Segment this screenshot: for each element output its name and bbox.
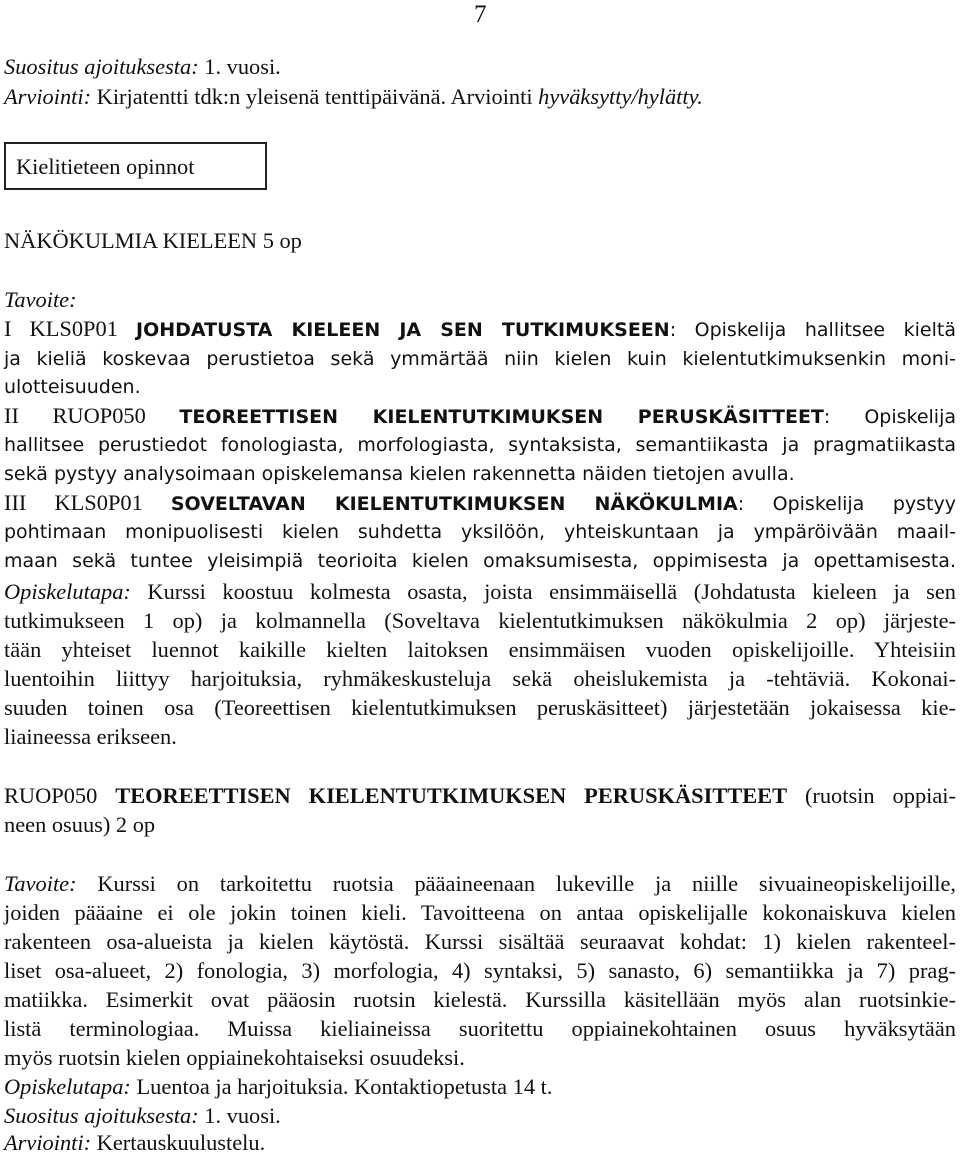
goal-ii-prefix: II RUOP050 bbox=[4, 403, 180, 428]
goal-i-title: JOHDATUSTA KIELEEN JA SEN TUTKIMUKSEEN bbox=[136, 319, 670, 341]
arviointi-label: Arviointi: bbox=[4, 84, 92, 109]
goal-i-line1-tail: : Opiskelija hallitsee kieltä bbox=[669, 319, 956, 341]
section-box bbox=[4, 142, 267, 190]
opiskelutapa1-line4: luentoihin liittyy harjoituksia, ryhmäkeskusteluja sekä oheislukemista ja -tehtäviä. Kokonai- bbox=[4, 666, 956, 691]
opiskelutapa1-line1-tail: Kurssi koostuu kolmesta osasta, joista ensimmäisellä (Johdatusta kieleen ja sen bbox=[130, 579, 956, 604]
tavoite2-line-7: myös ruotsin kielen oppiainekohtaiseksi osuudeksi. bbox=[4, 1045, 465, 1070]
opiskelutapa1-line-1 bbox=[4, 577, 956, 607]
opiskelutapa2-value: Luentoa ja harjoituksia. Kontaktiopetusta 14 t. bbox=[130, 1074, 553, 1099]
suositus2-value: 1. vuosi. bbox=[198, 1103, 281, 1128]
tavoite2-line2: joiden pääaine ei ole jokin toinen kieli. Tavoitteena on antaa opiskelijalle kokonaiskuva kielen bbox=[4, 900, 956, 925]
tavoite2-line5: matiikka. Esimerkit ovat pääosin ruotsin kielestä. Kurssilla käsitellään myös alan ruotsinkie- bbox=[4, 987, 956, 1012]
opiskelutapa1-line3: tään yhteiset luennot kaikille kielten laitoksen ensimmäisen vuoden opiskelijoille. Yhteisiin bbox=[4, 637, 956, 662]
course2-line-2: neen osuus) 2 op bbox=[4, 812, 156, 837]
goal-ii-line-1 bbox=[4, 401, 956, 432]
opiskelutapa1-line2: tutkimukseen 1 op) ja kolmannella (Soveltava kielentutkimuksen näkökulmia 2 op) järjeste- bbox=[4, 608, 956, 633]
tavoite2-line-4 bbox=[4, 956, 956, 986]
course-heading: NÄKÖKULMIA KIELEEN 5 op bbox=[4, 228, 302, 253]
tavoite-label: Tavoite: bbox=[4, 287, 77, 312]
goal-iii-prefix: III KLS0P01 bbox=[4, 490, 171, 515]
tavoite2-line4: liset osa-alueet, 2) fonologia, 3) morfologia, 4) syntaksi, 5) sanasto, 6) semantiikka ja 7) prag- bbox=[4, 958, 956, 983]
goal-i-line2: ja kieliä koskevaa perustietoa sekä ymmärtää niin kielen kuin kielentutkimuksenkin moni- bbox=[4, 348, 956, 370]
opiskelutapa1-line-4 bbox=[4, 664, 956, 694]
suositus-value: 1. vuosi. bbox=[198, 54, 281, 79]
opiskelutapa1-line-2 bbox=[4, 606, 956, 636]
goal-iii-title: SOVELTAVAN KIELENTUTKIMUKSEN NÄKÖKULMIA bbox=[170, 493, 738, 515]
opiskelutapa2-label: Opiskelutapa: bbox=[4, 1074, 131, 1099]
course2-line1-tail: (ruotsin oppiai- bbox=[787, 783, 956, 808]
suositus-line-top bbox=[4, 52, 281, 82]
tavoite2-line-2 bbox=[4, 898, 956, 928]
goal-iii-line-1 bbox=[4, 488, 956, 519]
goal-ii-line1-tail: : Opiskelija bbox=[823, 406, 957, 428]
goal-iii-line1-tail: : Opiskelija pystyy bbox=[737, 493, 956, 515]
course2-title: TEOREETTISEN KIELENTUTKIMUKSEN PERUSKÄSITTEET bbox=[115, 783, 787, 808]
tavoite2-line1-tail: Kurssi on tarkoitettu ruotsia pääaineenaan lukeville ja niille sivuaineopiskelijoille, bbox=[76, 871, 956, 896]
opiskelutapa1-line-3 bbox=[4, 635, 956, 665]
course2-code: RUOP050 bbox=[4, 783, 116, 808]
tavoite2-line-6 bbox=[4, 1014, 956, 1044]
goal-ii-title: TEOREETTISEN KIELENTUTKIMUKSEN PERUSKÄSITTEET bbox=[179, 406, 824, 428]
arviointi-line-top bbox=[4, 82, 703, 112]
goal-i-line-3: ulotteisuuden. bbox=[4, 376, 141, 398]
arviointi-value: Kirjatentti tdk:n yleisenä tenttipäivänä. Arviointi bbox=[91, 84, 539, 109]
suositus2-label: Suositus ajoituksesta: bbox=[4, 1103, 199, 1128]
opiskelutapa1-label: Opiskelutapa: bbox=[4, 579, 131, 604]
suositus-line-bottom bbox=[4, 1101, 281, 1131]
tavoite2-line-5 bbox=[4, 985, 956, 1015]
goal-i-line-1 bbox=[4, 314, 956, 345]
goal-iii-line-2 bbox=[4, 517, 956, 547]
page-number: 7 bbox=[474, 1, 487, 28]
tavoite2-line3: rakenteen osa-alueista ja kielen käytöstä. Kurssi sisältää seuraavat kohdat: 1) kielen rakenteel- bbox=[4, 929, 956, 954]
opiskelutapa2-line bbox=[4, 1072, 552, 1102]
goal-iii-line3: maan sekä tuntee yleisimpiä teorioita kielen omaksumisesta, oppimisesta ja opettamisesta. bbox=[4, 550, 956, 572]
opiskelutapa1-line5: suuden toinen osa (Teoreettisen kielentutkimuksen peruskäsitteet) järjestetään jokaisessa kie- bbox=[4, 695, 956, 720]
goal-iii-line-3 bbox=[4, 546, 956, 576]
arviointi-line-bottom bbox=[4, 1128, 265, 1158]
goal-iii-line2: pohtimaan monipuolisesti kielen suhdetta yksilöön, yhteiskuntaan ja ympäröivään maail- bbox=[4, 521, 956, 543]
goal-i-prefix: I KLS0P01 bbox=[4, 316, 136, 341]
arviointi-italic-tail: hyväksytty/hylätty. bbox=[538, 84, 703, 109]
goal-ii-line-2 bbox=[4, 430, 956, 460]
opiskelutapa1-line-6: liaineessa erikseen. bbox=[4, 724, 177, 749]
goal-i-line-2 bbox=[4, 344, 956, 374]
tavoite2-label: Tavoite: bbox=[4, 871, 77, 896]
goal-ii-line-3: sekä pystyy analysoimaan opiskelemansa kielen rakennetta näiden tietojen avulla. bbox=[4, 463, 795, 485]
tavoite2-line6: listä terminologiaa. Muissa kieliaineissa suoritettu oppiainekohtainen osuus hyväksytään bbox=[4, 1016, 956, 1041]
arviointi2-value: Kertauskuulustelu. bbox=[91, 1130, 266, 1155]
section-box-heading: Kielitieteen opinnot bbox=[16, 154, 195, 179]
opiskelutapa1-line-5 bbox=[4, 693, 956, 723]
suositus-label: Suositus ajoituksesta: bbox=[4, 54, 199, 79]
tavoite2-line-3 bbox=[4, 927, 956, 957]
course2-line-1 bbox=[4, 781, 956, 811]
tavoite2-line-1 bbox=[4, 869, 956, 899]
arviointi2-label: Arviointi: bbox=[4, 1130, 92, 1155]
goal-ii-line2: hallitsee perustiedot fonologiasta, morfologiasta, syntaksista, semantiikasta ja pragmatiikasta bbox=[4, 434, 956, 456]
